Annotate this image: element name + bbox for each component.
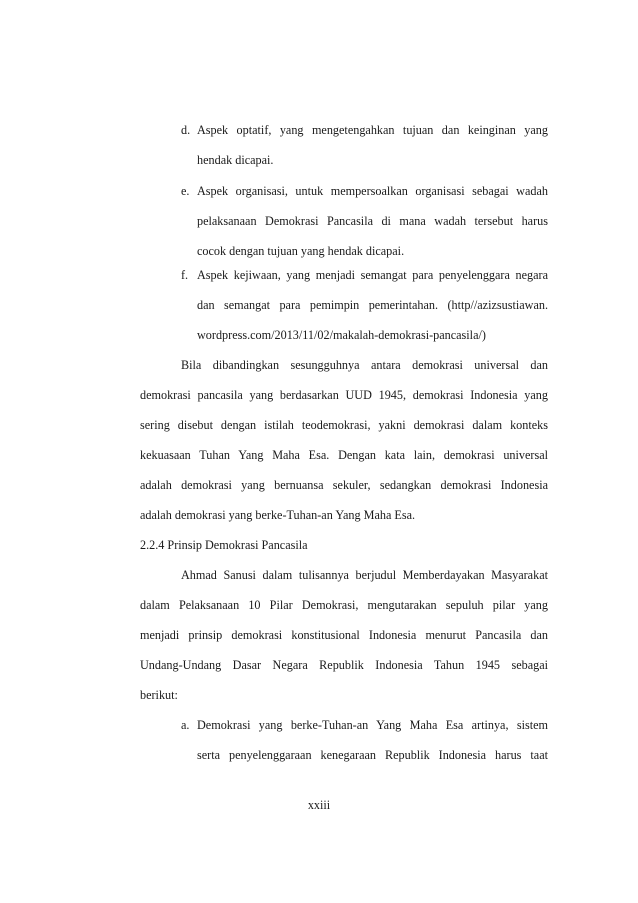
paragraph-line: kekuasaan Tuhan Yang Maha Esa. Dengan kata lain, demokrasi universal: [140, 448, 548, 462]
paragraph-line: adalah demokrasi yang berke-Tuhan-an Yang Maha Esa.: [140, 508, 416, 522]
paragraph-line: Undang-Undang Dasar Negara Republik Indonesia Tahun 1945 sebagai: [140, 658, 548, 672]
list-item-line: pelaksanaan Demokrasi Pancasila di mana wadah tersebut harus: [197, 214, 548, 228]
list-item-line: Demokrasi yang berke-Tuhan-an Yang Maha Esa artinya, sistem: [197, 718, 548, 732]
page-number: xxiii: [307, 798, 331, 812]
list-marker: d.: [181, 123, 191, 137]
paragraph-line: demokrasi pancasila yang berdasarkan UUD 1945, demokrasi Indonesia yang: [140, 388, 548, 402]
list-marker: a.: [181, 718, 190, 732]
paragraph-line: menjadi prinsip demokrasi konstitusional Indonesia menurut Pancasila dan: [140, 628, 548, 642]
section-heading: 2.2.4 Prinsip Demokrasi Pancasila: [140, 538, 308, 552]
list-item-line: cocok dengan tujuan yang hendak dicapai.: [197, 244, 405, 258]
list-item-line: Aspek organisasi, untuk mempersoalkan organisasi sebagai wadah: [197, 184, 548, 198]
paragraph-line: Ahmad Sanusi dalam tulisannya berjudul Memberdayakan Masyarakat: [181, 568, 548, 582]
paragraph-line: sering disebut dengan istilah teodemokrasi, yakni demokrasi dalam konteks: [140, 418, 548, 432]
list-item-line: Aspek optatif, yang mengetengahkan tujuan dan keinginan yang: [197, 123, 548, 137]
list-item-line: hendak dicapai.: [197, 153, 274, 167]
paragraph-line: adalah demokrasi yang bernuansa sekuler, sedangkan demokrasi Indonesia: [140, 478, 548, 492]
list-item-line: dan semangat para pemimpin pemerintahan. (http//azizsustiawan.: [197, 298, 548, 312]
paragraph-line: dalam Pelaksanaan 10 Pilar Demokrasi, mengutarakan sepuluh pilar yang: [140, 598, 548, 612]
list-marker: f.: [181, 268, 189, 282]
list-marker: e.: [181, 184, 190, 198]
paragraph-line: berikut:: [140, 688, 178, 702]
list-item-line: Aspek kejiwaan, yang menjadi semangat para penyelenggara negara: [197, 268, 548, 282]
list-item-line: serta penyelenggaraan kenegaraan Republik Indonesia harus taat: [197, 748, 548, 762]
list-item-line: wordpress.com/2013/11/02/makalah-demokrasi-pancasila/): [197, 328, 486, 342]
paragraph-line: Bila dibandingkan sesungguhnya antara demokrasi universal dan: [181, 358, 548, 372]
